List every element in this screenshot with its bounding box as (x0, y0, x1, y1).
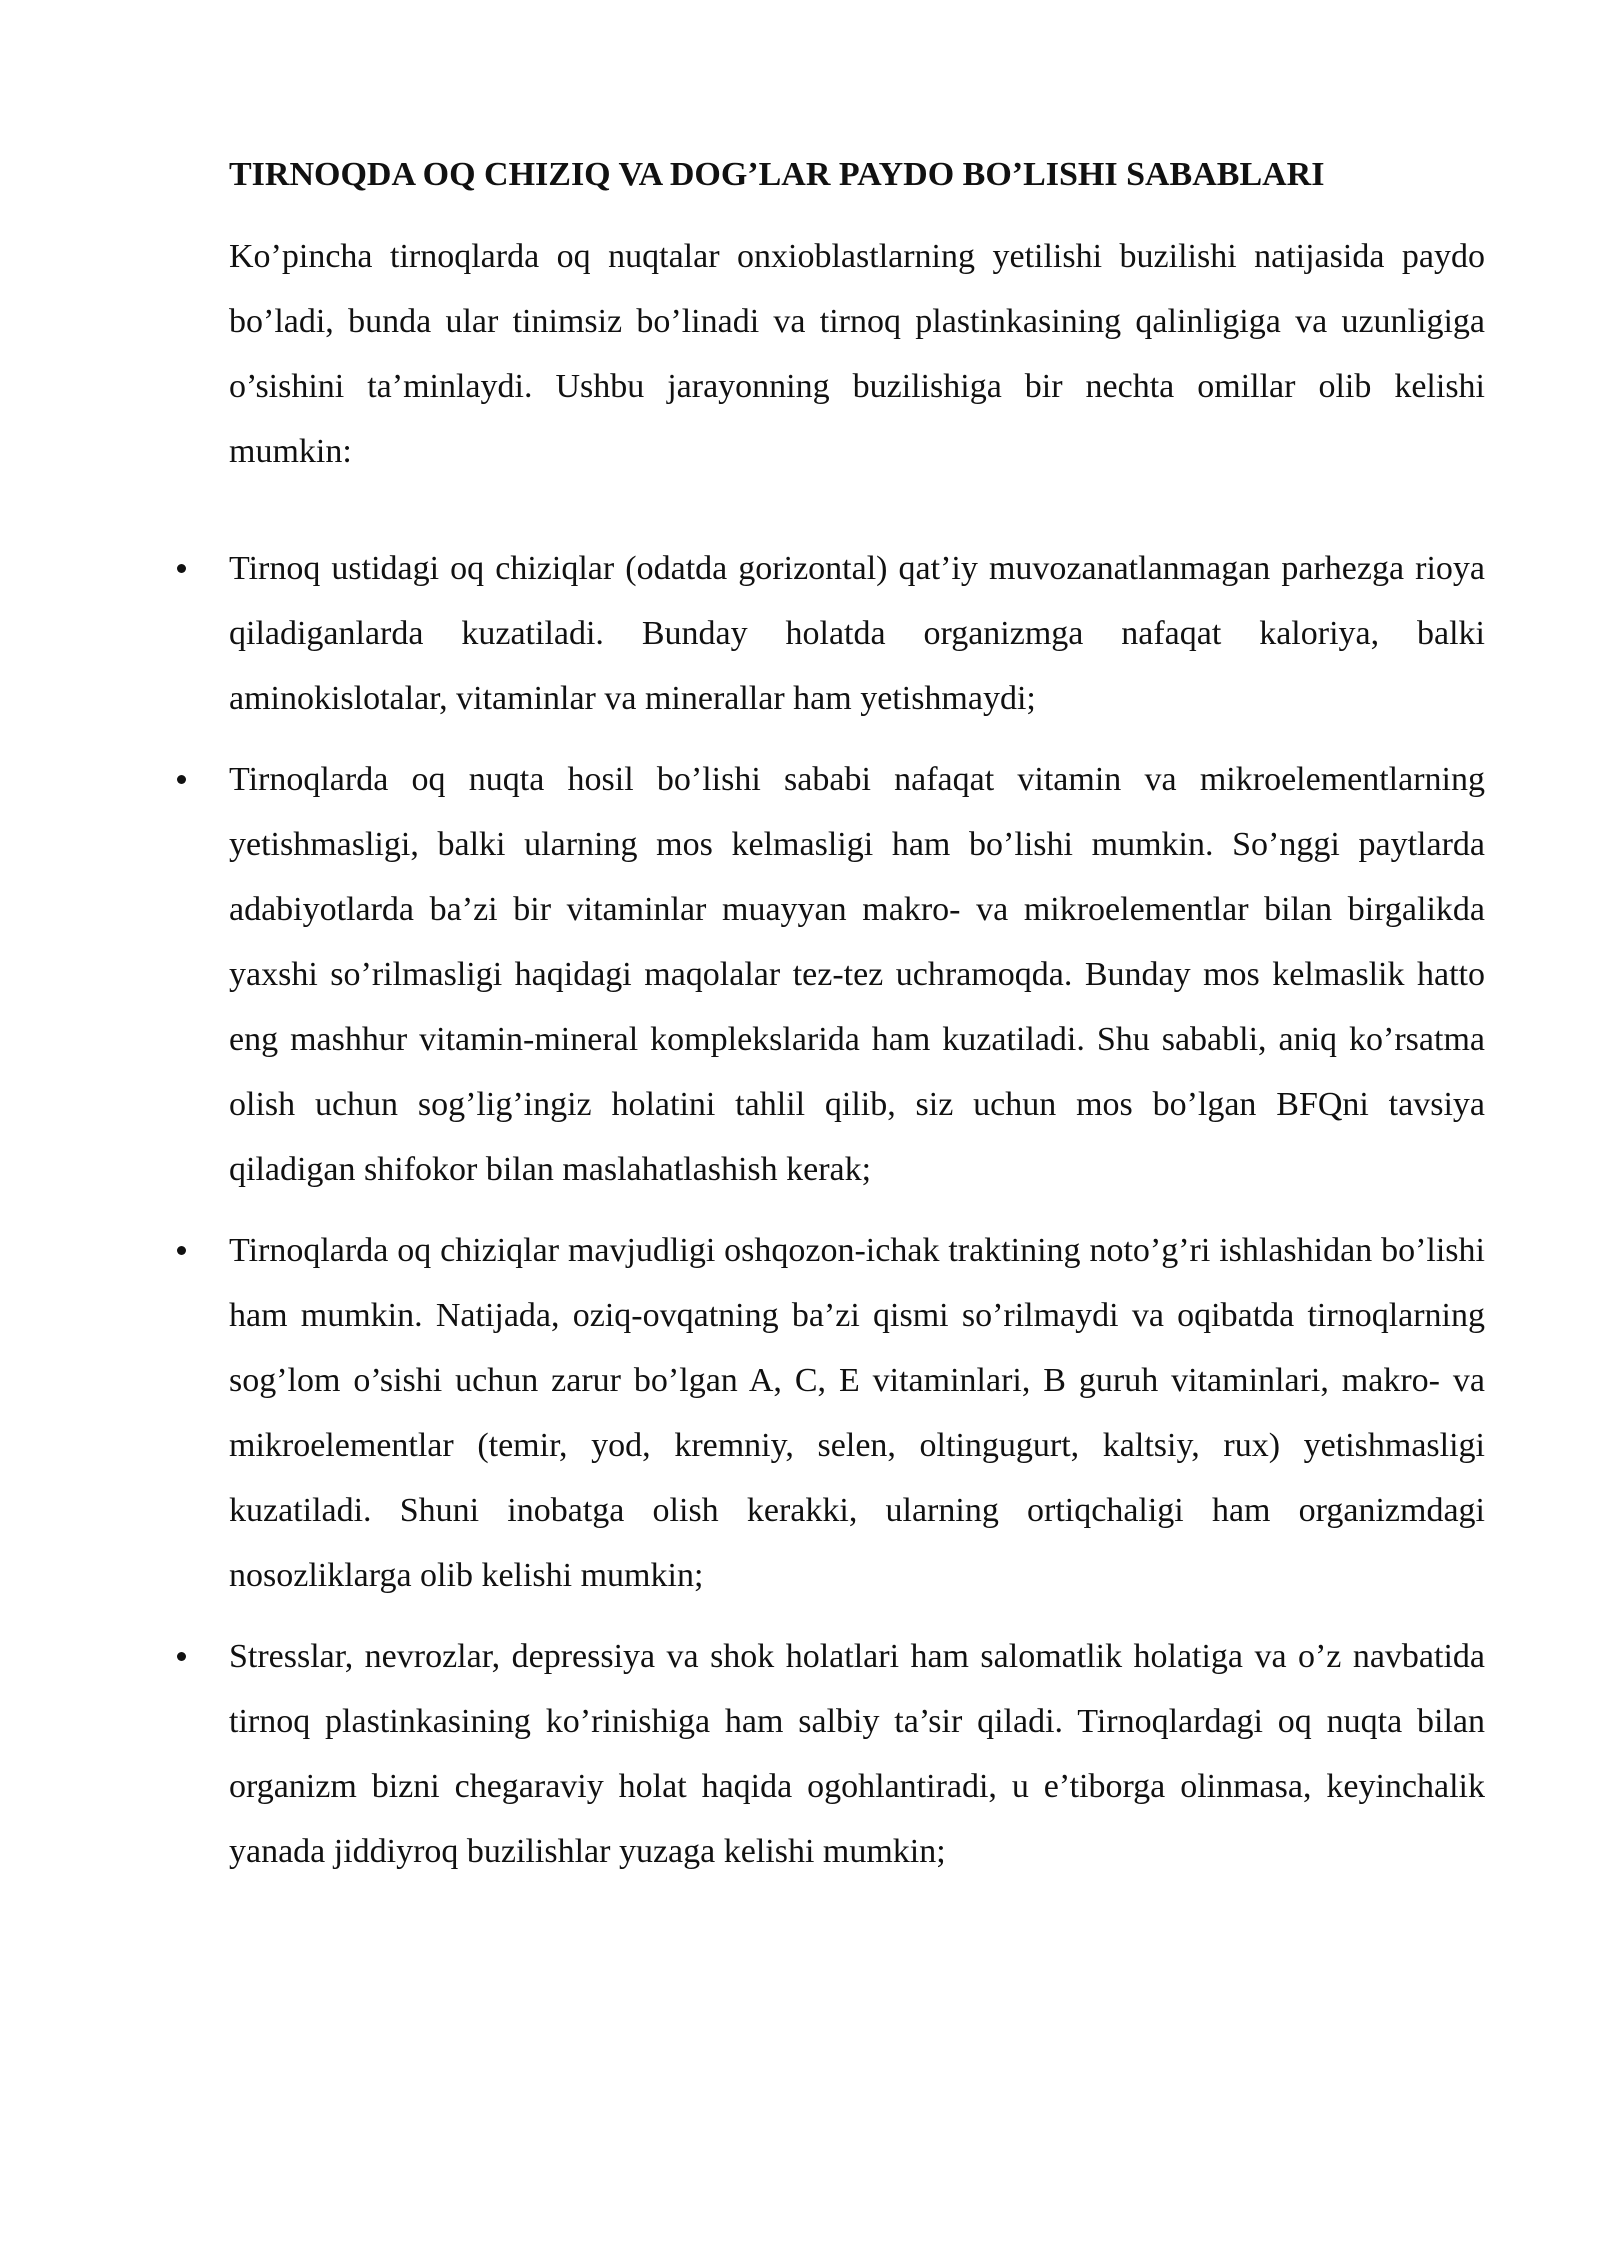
list-item-text: Tirnoq ustidagi oq chiziqlar (odatda gorizontal) qat’iy muvozanatlanmagan parhezga rioya qiladiganlarda kuzatiladi. Bunday holatda organizmga nafaqat kaloriya, balki aminokislotalar, vitaminlar va minerallar ham yetishmaydi; (229, 550, 1485, 717)
intro-paragraph: Ko’pincha tirnoqlarda oq nuqtalar onxioblastlarning yetilishi buzilishi natijasida paydo bo’ladi, bunda ular tinimsiz bo’linadi va tirnoq plastinkasining qalinligiga va uzunligiga o’sishini ta’minlaydi. Ushbu jarayonning buzilishiga bir nechta omillar olib kelishi mumkin: (229, 238, 1485, 470)
list-item (229, 747, 1485, 1202)
document-title: TIRNOQDA OQ CHIZIQ VA DOG’LAR PAYDO BO’LISHI SABABLARI (229, 156, 1325, 193)
bullet-icon (177, 1246, 186, 1255)
list-item-text: Tirnoqlarda oq chiziqlar mavjudligi oshqozon-ichak traktining noto’g’ri ishlashidan bo’lishi ham mumkin. Natijada, oziq-ovqatning ba’zi qismi so’rilmaydi va oqibatda tirnoqlarning sog’lom o’sishi uchun zarur bo’lgan A, C, E vitaminlari, B guruh vitaminlari, makro- va mikroelementlar (temir, yod, kremniy, selen, oltingugurt, kaltsiy, rux) yetishmasligi kuzatiladi. Shuni inobatga olish kerakki, ularning ortiqchaligi ham organizmdagi nosozliklarga olib kelishi mumkin; (229, 1232, 1485, 1594)
list-item (229, 1624, 1485, 1884)
list-item-text: Stresslar, nevrozlar, depressiya va shok holatlari ham salomatlik holatiga va o’z navbatida tirnoq plastinkasining ko’rinishiga ham salbiy ta’sir qiladi. Tirnoqlardagi oq nuqta bilan organizm bizni chegaraviy holat haqida ogohlantiradi, u e’tiborga olinmasa, keyinchalik yanada jiddiyroq buzilishlar yuzaga kelishi mumkin; (229, 1638, 1485, 1870)
document-body (229, 150, 1485, 1900)
list-item (229, 536, 1485, 731)
bullet-list (229, 536, 1485, 1884)
list-item (229, 1218, 1485, 1608)
bullet-icon (177, 1652, 186, 1661)
bullet-icon (177, 564, 186, 573)
bullet-icon (177, 775, 186, 784)
list-item-text: Tirnoqlarda oq nuqta hosil bo’lishi sababi nafaqat vitamin va mikroelementlarning yetishmasligi, balki ularning mos kelmasligi ham bo’lishi mumkin. So’nggi paytlarda adabiyotlarda ba’zi bir vitaminlar muayyan makro- va mikroelementlar bilan birgalikda yaxshi so’rilmasligi haqidagi maqolalar tez-tez uchramoqda. Bunday mos kelmaslik hatto eng mashhur vitamin-mineral komplekslarida ham kuzatiladi. Shu sababli, aniq ko’rsatma olish uchun sog’lig’ingiz holatini tahlil qilib, siz uchun mos bo’lgan BFQni tavsiya qiladigan shifokor bilan maslahatlashish kerak; (229, 761, 1485, 1188)
